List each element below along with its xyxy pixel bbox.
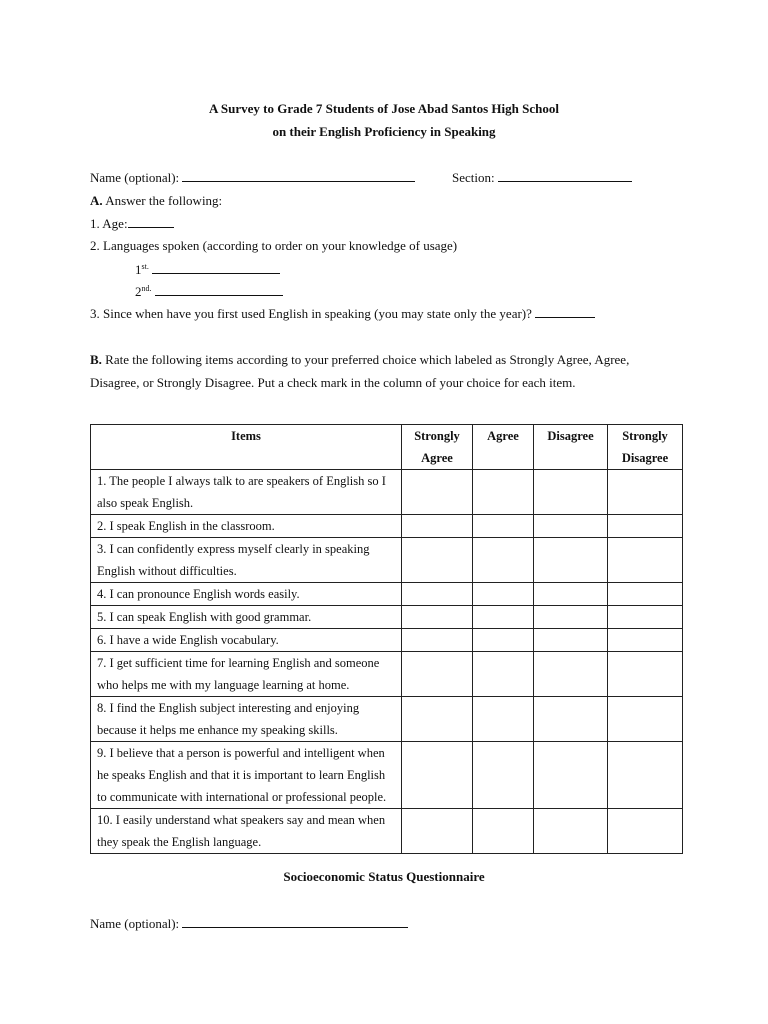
- item-text: 1. The people I always talk to are speakers of English so I also speak English.: [91, 470, 402, 515]
- socio-name-row: [90, 916, 408, 932]
- header-strongly-agree: Strongly Agree: [402, 425, 473, 470]
- check-cell[interactable]: [473, 697, 534, 742]
- check-cell[interactable]: [402, 470, 473, 515]
- table-row: [91, 652, 683, 697]
- check-cell[interactable]: [534, 606, 608, 629]
- second-language-row: [135, 284, 283, 300]
- check-cell[interactable]: [608, 515, 683, 538]
- table-row: [91, 515, 683, 538]
- item-text: 7. I get sufficient time for learning English and someone who helps me with my language learning at home.: [91, 652, 402, 697]
- check-cell[interactable]: [473, 809, 534, 854]
- table-row: [91, 809, 683, 854]
- check-cell[interactable]: [534, 809, 608, 854]
- survey-title-line-2: on their English Proficiency in Speaking: [272, 124, 496, 139]
- check-cell[interactable]: [534, 538, 608, 583]
- check-cell[interactable]: [608, 606, 683, 629]
- check-cell[interactable]: [608, 629, 683, 652]
- check-cell[interactable]: [534, 697, 608, 742]
- check-cell[interactable]: [473, 629, 534, 652]
- check-cell[interactable]: [534, 470, 608, 515]
- check-cell[interactable]: [402, 629, 473, 652]
- check-cell[interactable]: [402, 606, 473, 629]
- section-blank[interactable]: [498, 170, 632, 182]
- check-cell[interactable]: [473, 515, 534, 538]
- name-row: [90, 170, 415, 186]
- item-text: 8. I find the English subject interesting and enjoying because it helps me enhance my speaking skills.: [91, 697, 402, 742]
- english-since-row: [90, 306, 595, 322]
- header-disagree: Disagree: [534, 425, 608, 470]
- second-label-num: 2: [135, 284, 142, 299]
- check-cell[interactable]: [608, 809, 683, 854]
- check-cell[interactable]: [402, 652, 473, 697]
- part-b-instruction-block: [90, 348, 680, 394]
- check-cell[interactable]: [534, 629, 608, 652]
- name-label: Name (optional):: [90, 170, 180, 185]
- table-row: [91, 583, 683, 606]
- check-cell[interactable]: [473, 742, 534, 809]
- check-cell[interactable]: [402, 742, 473, 809]
- socio-name-blank[interactable]: [182, 916, 408, 928]
- check-cell[interactable]: [402, 809, 473, 854]
- check-cell[interactable]: [608, 697, 683, 742]
- first-language-blank[interactable]: [152, 262, 280, 274]
- second-label-sup: nd.: [141, 284, 152, 293]
- rating-table: [90, 424, 683, 854]
- age-row: [90, 216, 174, 232]
- header-strongly-disagree: Strongly Disagree: [608, 425, 683, 470]
- check-cell[interactable]: [608, 652, 683, 697]
- check-cell[interactable]: [473, 538, 534, 583]
- part-b-letter: B.: [90, 352, 102, 367]
- check-cell[interactable]: [534, 583, 608, 606]
- item-text: 2. I speak English in the classroom.: [91, 515, 402, 538]
- check-cell[interactable]: [534, 515, 608, 538]
- check-cell[interactable]: [473, 583, 534, 606]
- check-cell[interactable]: [402, 538, 473, 583]
- socioeconomic-title: Socioeconomic Status Questionnaire: [283, 869, 485, 884]
- table-row: [91, 538, 683, 583]
- socio-name-label: Name (optional):: [90, 916, 180, 931]
- name-blank[interactable]: [182, 170, 415, 182]
- age-blank[interactable]: [128, 216, 174, 228]
- english-since-blank[interactable]: [535, 306, 595, 318]
- check-cell[interactable]: [534, 652, 608, 697]
- check-cell[interactable]: [402, 697, 473, 742]
- table-row: [91, 470, 683, 515]
- check-cell[interactable]: [534, 742, 608, 809]
- header-agree: Agree: [473, 425, 534, 470]
- check-cell[interactable]: [608, 583, 683, 606]
- languages-question: 2. Languages spoken (according to order on your knowledge of usage): [90, 238, 458, 253]
- part-a-heading: [90, 193, 222, 209]
- section-label: Section:: [452, 170, 495, 185]
- check-cell[interactable]: [473, 652, 534, 697]
- part-a-letter: A.: [90, 193, 103, 208]
- first-label-num: 1: [135, 262, 142, 277]
- header-items: Items: [91, 425, 402, 470]
- table-row: [91, 606, 683, 629]
- check-cell[interactable]: [473, 606, 534, 629]
- check-cell[interactable]: [608, 538, 683, 583]
- table-header-row: [91, 425, 683, 470]
- english-since-question: 3. Since when have you first used English in speaking (you may state only the year)?: [90, 306, 532, 321]
- first-language-row: [135, 262, 280, 278]
- check-cell[interactable]: [473, 470, 534, 515]
- first-label-sup: st.: [141, 262, 149, 271]
- item-text: 10. I easily understand what speakers say and mean when they speak the English language.: [91, 809, 402, 854]
- item-text: 3. I can confidently express myself clearly in speaking English without difficulties.: [91, 538, 402, 583]
- table-row: [91, 697, 683, 742]
- age-label: 1. Age:: [90, 216, 128, 231]
- item-text: 9. I believe that a person is powerful and intelligent when he speaks English and that it is important to learn English to communicate with international or professional people.: [91, 742, 402, 809]
- check-cell[interactable]: [608, 742, 683, 809]
- check-cell[interactable]: [402, 583, 473, 606]
- item-text: 5. I can speak English with good grammar.: [91, 606, 402, 629]
- item-text: 6. I have a wide English vocabulary.: [91, 629, 402, 652]
- check-cell[interactable]: [402, 515, 473, 538]
- item-text: 4. I can pronounce English words easily.: [91, 583, 402, 606]
- part-b-instruction: Rate the following items according to your preferred choice which labeled as Strongly Agree, Agree, Disagree, or Strongly Disagree. Put a check mark in the column of your choice for each item.: [90, 352, 630, 390]
- section-row: [452, 170, 632, 186]
- part-a-instruction: Answer the following:: [105, 193, 223, 208]
- table-row: [91, 742, 683, 809]
- check-cell[interactable]: [608, 470, 683, 515]
- table-row: [91, 629, 683, 652]
- survey-title-line-1: A Survey to Grade 7 Students of Jose Abad Santos High School: [209, 101, 559, 116]
- second-language-blank[interactable]: [155, 284, 283, 296]
